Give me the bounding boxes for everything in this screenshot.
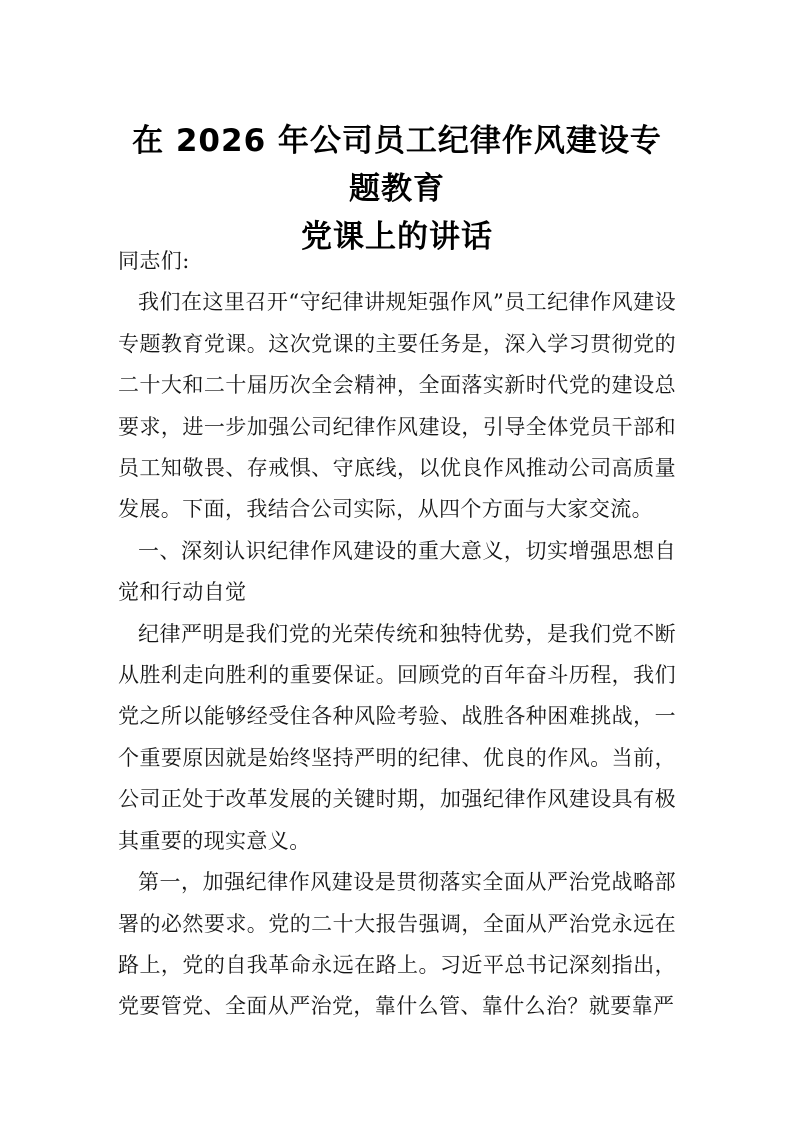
document-title <box>117 117 677 261</box>
document-title-line-2: 党课上的讲话 <box>301 219 493 255</box>
point-1-paragraph: 第一，加强纪律作风建设是贯彻落实全面从严治党战略部署的必然要求。党的二十大报告强调，全面从严治党永远在路上，党的自我革命永远在路上。习近平总书记深刻指出，党要管党、全面从严治党，靠什么管、靠什么治？就要靠严 <box>118 870 676 1019</box>
salutation: 同志们: <box>118 249 190 273</box>
section-1-heading: 一、深刻认识纪律作风建设的重大意义，切实增强思想自觉和行动自觉 <box>118 538 676 605</box>
intro-paragraph: 我们在这里召开“守纪律讲规矩强作风”员工纪律作风建设专题教育党课。这次党课的主要任务是，深入学习贯彻党的二十大和二十届历次全会精神，全面落实新时代党的建设总要求，进一步加强公司纪律作风建设，引导全体党员干部和员工知敬畏、存戒惧、守底线，以优良作风推动公司高质量发展。下面，我结合公司实际，从四个方面与大家交流。 <box>118 290 676 522</box>
section-1-paragraph: 纪律严明是我们党的光荣传统和独特优势，是我们党不断从胜利走向胜利的重要保证。回顾党的百年奋斗历程，我们党之所以能够经受住各种风险考验、战胜各种困难挑战，一个重要原因就是始终坚持严明的纪律、优良的作风。当前，公司正处于改革发展的关键时期，加强纪律作风建设具有极其重要的现实意义。 <box>118 621 676 853</box>
document-body <box>118 241 676 1028</box>
document-title-line-1: 在 2026 年公司员工纪律作风建设专题教育 <box>132 123 662 207</box>
